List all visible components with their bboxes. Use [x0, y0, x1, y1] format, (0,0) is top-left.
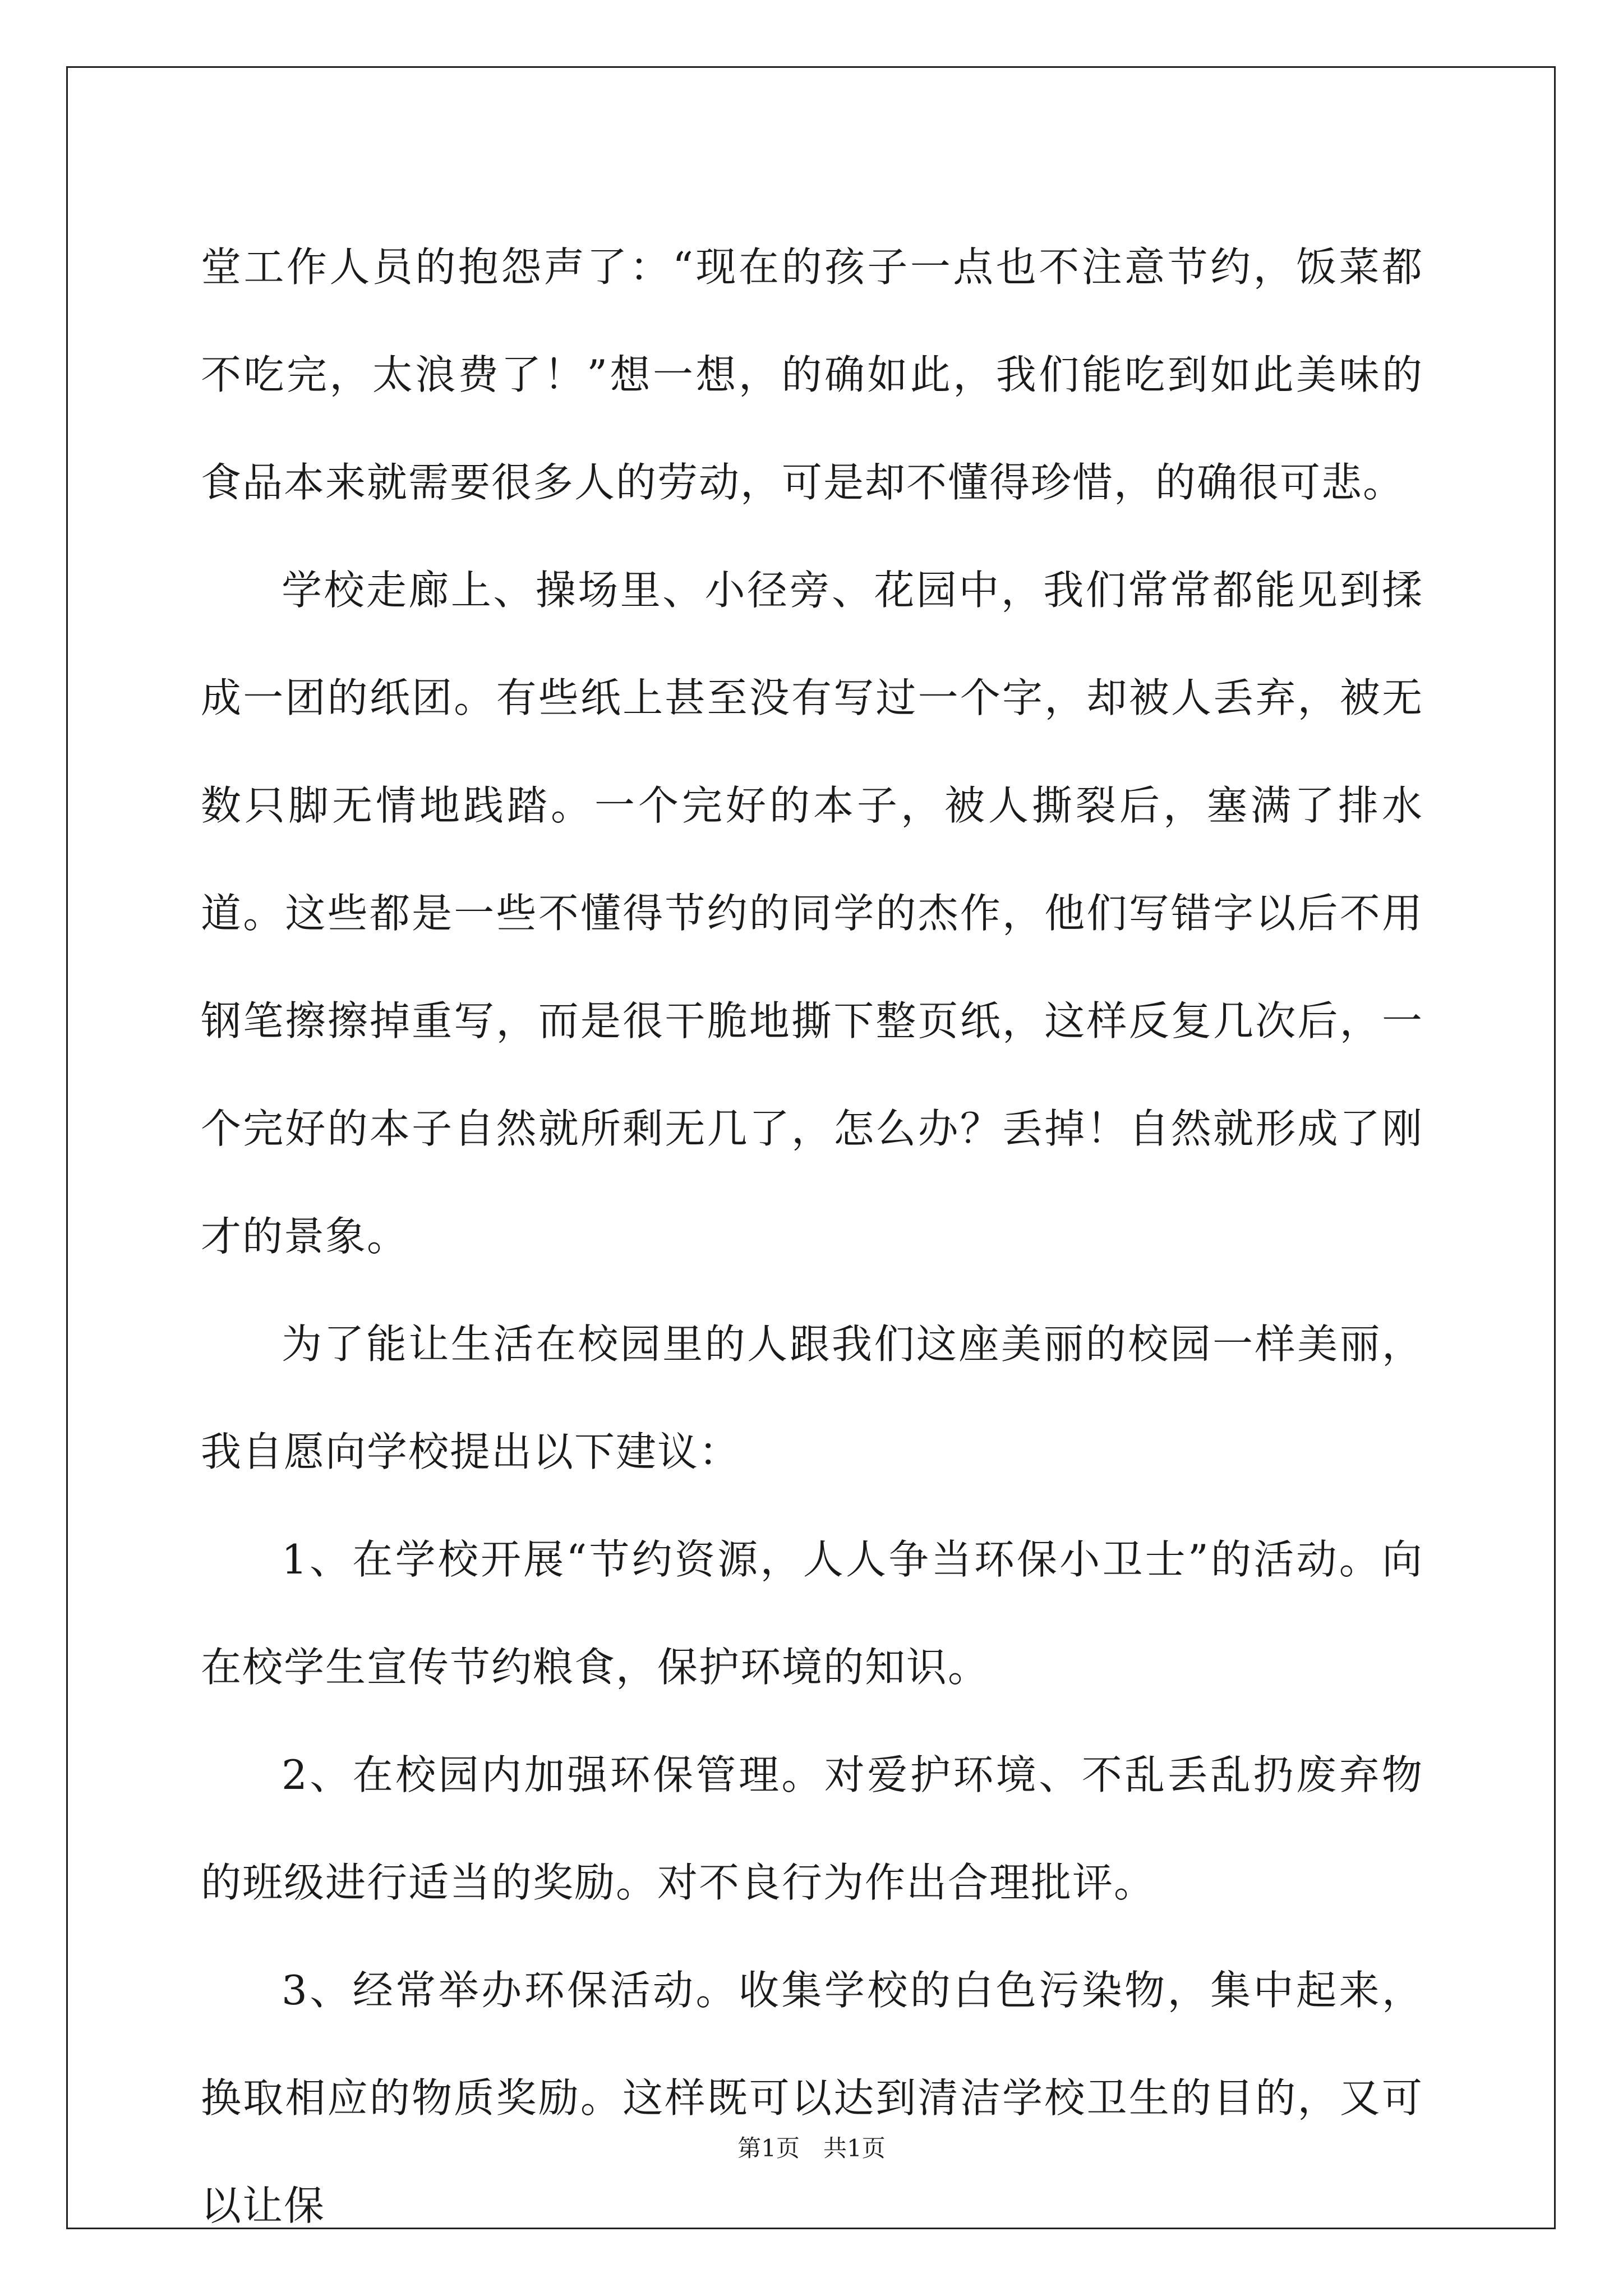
page-number-total: 共1页 — [823, 2134, 886, 2162]
paragraph-1: 堂工作人员的抱怨声了：“现在的孩子一点也不注意节约，饭菜都不吃完，太浪费了！”想一想，的确如此，我们能吃到如此美味的食品本来就需要很多人的劳动，可是却不懂得珍惜，的确很可悲。 — [201, 243, 1423, 506]
page-number-current: 第1页 — [737, 2134, 800, 2162]
paragraph-5: 2、在校园内加强环保管理。对爱护环境、不乱丢乱扔废弃物的班级进行适当的奖励。对不良行为作出合理批评。 — [201, 1751, 1423, 1906]
paragraph-6: 3、经常举办环保活动。收集学校的白色污染物，集中起来，换取相应的物质奖励。这样既可以达到清洁学校卫生的目的，又可以让保 — [201, 1967, 1423, 2229]
paragraph-2: 学校走廊上、操场里、小径旁、花园中，我们常常都能见到揉成一团的纸团。有些纸上甚至没有写过一个字，却被人丢弃，被无数只脚无情地践踏。一个完好的本子，被人撕裂后，塞满了排水道。这些都是一些不懂得节约的同学的杰作，他们写错字以后不用钢笔擦擦掉重写，而是很干脆地撕下整页纸，这样反复几次后，一个完好的本子自然就所剩无几了，怎么办？丢掉！自然就形成了刚才的景象。 — [201, 567, 1423, 1260]
paragraph-3: 为了能让生活在校园里的人跟我们这座美丽的校园一样美丽，我自愿向学校提出以下建议： — [201, 1320, 1423, 1475]
document-body — [201, 213, 1423, 2260]
page-footer — [0, 2132, 1623, 2165]
paragraph-4: 1、在学校开展“节约资源，人人争当环保小卫士”的活动。向在校学生宣传节约粮食，保护环境的知识。 — [201, 1536, 1423, 1691]
